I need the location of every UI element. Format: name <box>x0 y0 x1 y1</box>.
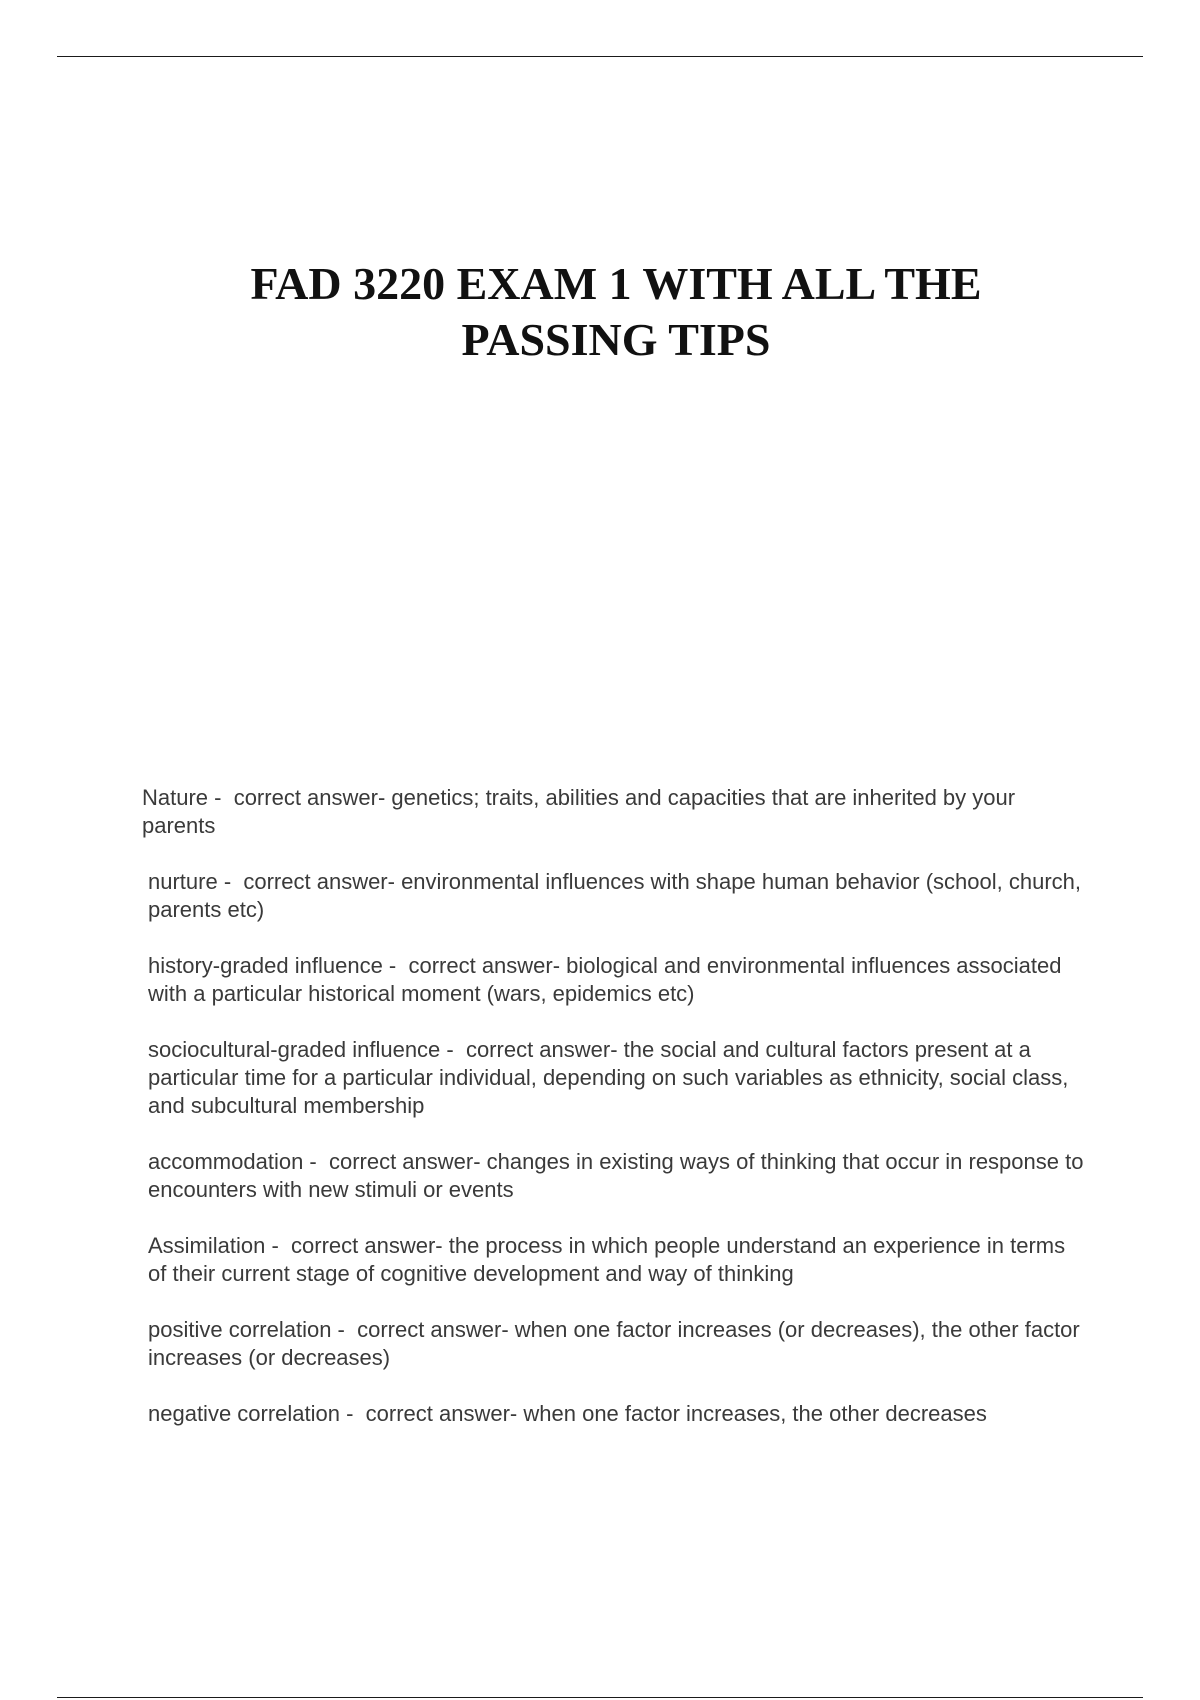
definition-entry-assimilation: Assimilation - correct answer- the process in which people understand an experience in terms of their current stage of cognitive development and way of thinking <box>148 1233 1072 1286</box>
title-line-1: FAD 3220 EXAM 1 WITH ALL THE <box>250 258 982 309</box>
definition-entry-negative-correlation: negative correlation - correct answer- when one factor increases, the other decreases <box>148 1401 987 1426</box>
definition-entry-sociocultural-graded-influence: sociocultural-graded influence - correct answer- the social and cultural factors present at a particular time for a particular individual, depending on such variables as ethnicity, social class, and subcultural membership <box>148 1037 1075 1118</box>
definition-entry-nurture: nurture - correct answer- environmental influences with shape human behavior (school, church, parents etc) <box>148 869 1088 922</box>
footer-rule <box>57 1697 1143 1698</box>
definition-entry-nature: Nature - correct answer- genetics; traits, abilities and capacities that are inherited by your parents <box>142 785 1022 838</box>
definition-entry-positive-correlation: positive correlation - correct answer- when one factor increases (or decreases), the other factor increases (or decreases) <box>148 1317 1086 1370</box>
definition-entry-accommodation: accommodation - correct answer- changes in existing ways of thinking that occur in response to encounters with new stimuli or events <box>148 1149 1090 1202</box>
document-title <box>0 256 1200 368</box>
header-rule <box>57 56 1143 57</box>
title-line-2: PASSING TIPS <box>461 314 771 365</box>
definition-entry-history-graded-influence: history-graded influence - correct answer- biological and environmental influences associated with a particular historical moment (wars, epidemics etc) <box>148 953 1068 1006</box>
definition-list <box>142 784 1090 1456</box>
